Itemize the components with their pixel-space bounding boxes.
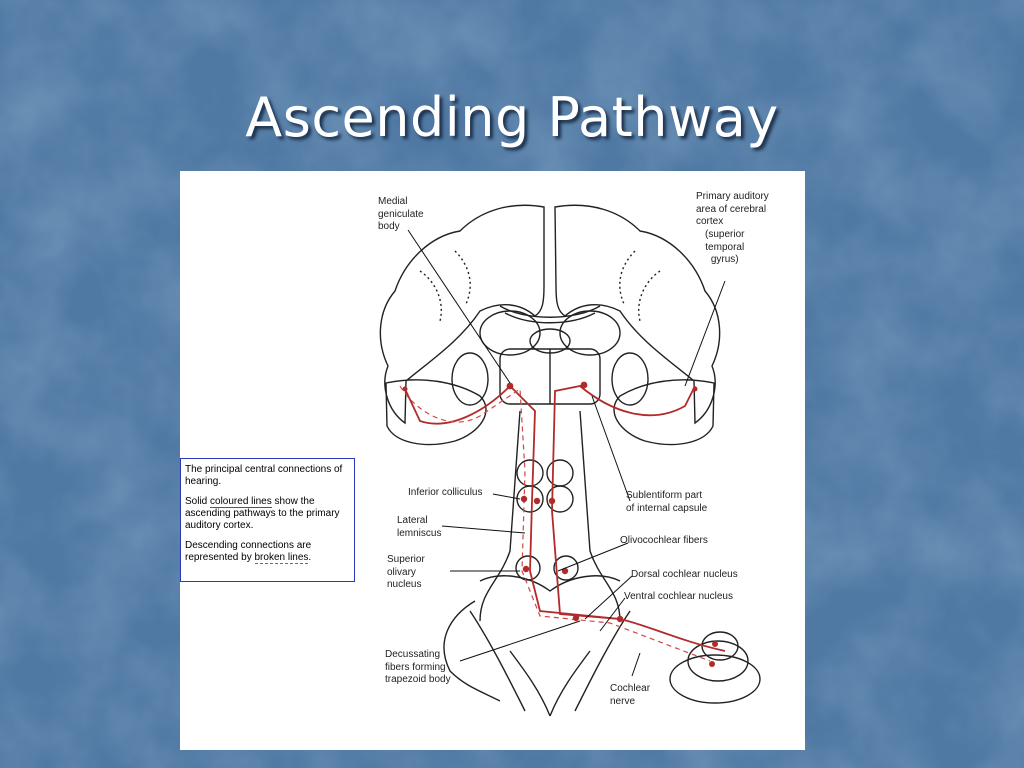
- legend-text-2: Solid coloured lines show the ascending pathways to the primary auditory cortex.: [185, 496, 340, 531]
- label-olivocochlear: Olivocochlear fibers: [620, 535, 708, 546]
- legend-text-3: Descending connections are represented by broken lines.: [185, 540, 312, 563]
- label-medial-geniculate: Medial geniculate body: [378, 196, 424, 232]
- label-decussating: Decussating fibers forming trapezoid body: [385, 649, 451, 685]
- solid-lines-term: coloured lines: [210, 496, 272, 507]
- label-superior-olivary: Superior olivary nucleus: [387, 554, 425, 590]
- label-primary-auditory: Primary auditory area of cerebral cortex: [696, 191, 769, 227]
- legend-text-1: The principal central connections of hearing.: [185, 464, 343, 487]
- brainstem: [480, 411, 620, 621]
- broken-lines-term: broken lines: [254, 552, 309, 563]
- label-ventral-cochlear: Ventral cochlear nucleus: [624, 591, 733, 602]
- label-inferior-colliculus: Inferior colliculus: [408, 487, 483, 498]
- label-cochlear-nerve: Cochlear nerve: [610, 683, 651, 707]
- label-sublentiform: Sublentiform part of internal capsule: [626, 490, 708, 514]
- left-temporal-lobe: [386, 380, 486, 445]
- slide-title: Ascending Pathway: [245, 86, 779, 149]
- label-lateral-lemniscus: Lateral lemniscus: [397, 515, 442, 539]
- legend-box: [180, 458, 355, 582]
- label-superior-temporal: (superior temporal gyrus): [705, 229, 745, 265]
- label-dorsal-cochlear: Dorsal cochlear nucleus: [631, 569, 738, 580]
